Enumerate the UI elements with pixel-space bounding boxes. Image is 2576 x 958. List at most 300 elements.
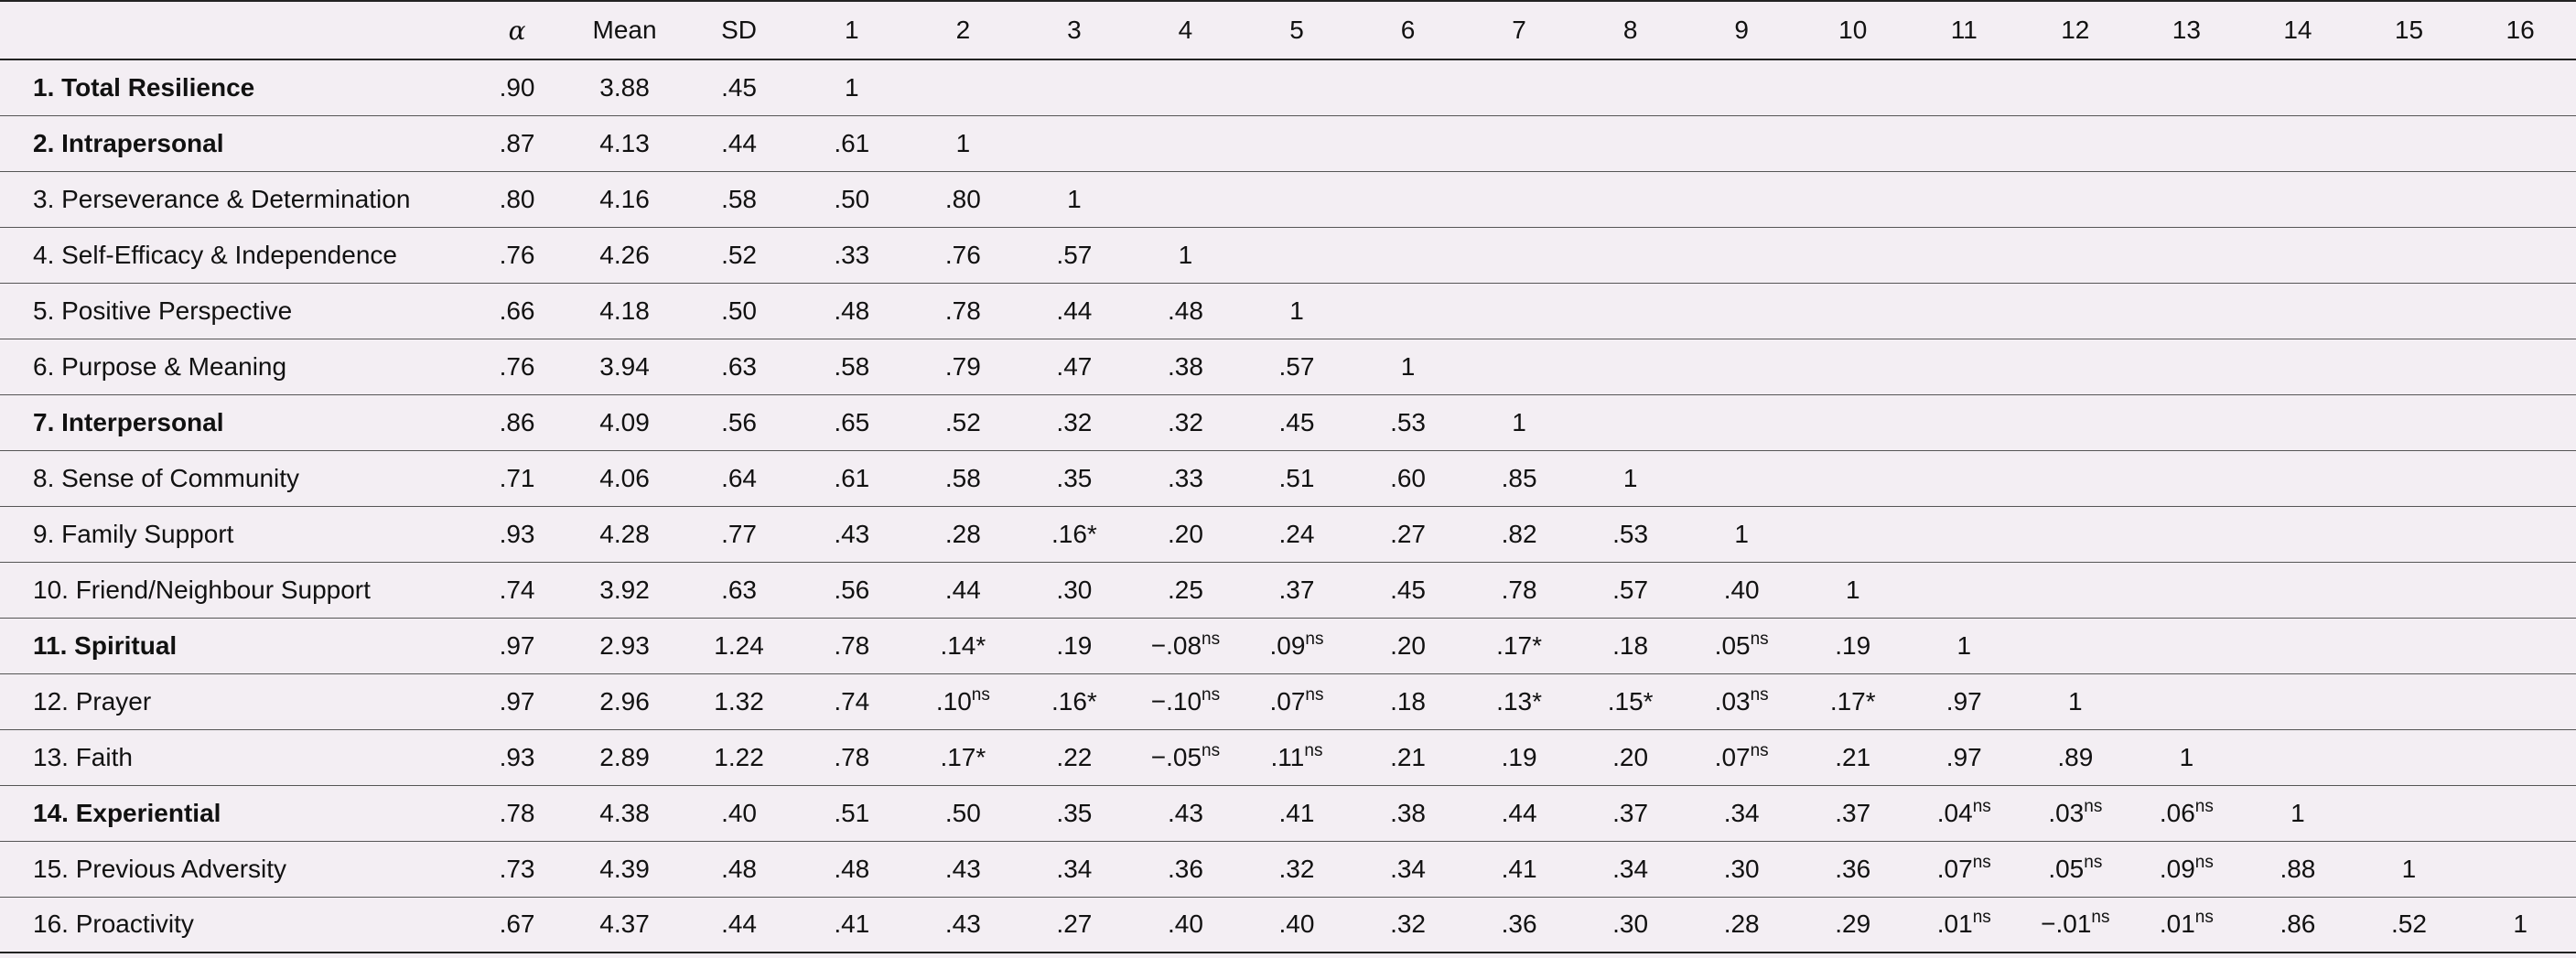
table-cell: $.01^{ns}$	[1909, 897, 2021, 953]
table-cell: .40	[1241, 897, 1353, 953]
significance-marker: ns	[1750, 740, 1769, 760]
table-cell: .32	[1241, 841, 1353, 897]
table-cell: .57	[1241, 339, 1353, 394]
table-cell: 1.22	[682, 729, 796, 785]
table-cell	[2464, 841, 2576, 897]
row-label: 2. Intrapersonal	[0, 115, 467, 171]
column-header-6: 3	[1019, 1, 1130, 59]
table-cell	[1909, 562, 2021, 618]
table-cell: .97	[1909, 729, 2021, 785]
table-cell: .22	[1019, 729, 1130, 785]
table-cell: .87	[467, 115, 567, 171]
table-cell	[2131, 562, 2243, 618]
table-cell: .48	[1130, 283, 1242, 339]
table-cell: .97	[467, 618, 567, 673]
table-cell	[1575, 59, 1687, 115]
table-cell: 1	[1686, 506, 1797, 562]
table-cell	[1797, 283, 1909, 339]
table-cell	[2464, 785, 2576, 841]
table-cell: .50	[908, 785, 1019, 841]
table-cell	[2020, 506, 2131, 562]
table-cell	[2020, 450, 2131, 506]
table-cell: .34	[1575, 841, 1687, 897]
table-cell: 4.37	[567, 897, 682, 953]
table-cell	[1909, 59, 2021, 115]
table-cell: .56	[796, 562, 908, 618]
table-cell	[1686, 59, 1797, 115]
table-cell: .74	[796, 673, 908, 729]
significance-marker: ns	[2091, 908, 2110, 928]
column-header-8: 5	[1241, 1, 1353, 59]
table-cell: .45	[1353, 562, 1464, 618]
table-cell: .77	[682, 506, 796, 562]
table-cell: .93	[467, 506, 567, 562]
table-cell: 1	[2020, 673, 2131, 729]
table-cell: $-.10^{ns}$	[1130, 673, 1242, 729]
table-cell	[2131, 506, 2243, 562]
column-header-0	[0, 1, 467, 59]
table-cell: .51	[1241, 450, 1353, 506]
table-cell: .97	[1909, 673, 2021, 729]
table-cell: .58	[682, 171, 796, 227]
significance-marker: ns	[1972, 796, 1991, 816]
significance-marker: ns	[1202, 684, 1221, 705]
table-row	[0, 618, 2576, 673]
row-label: 10. Friend/Neighbour Support	[0, 562, 467, 618]
table-cell: .41	[1241, 785, 1353, 841]
table-row	[0, 841, 2576, 897]
table-cell	[2242, 673, 2354, 729]
significance-marker: ns	[1972, 852, 1991, 872]
table-row	[0, 59, 2576, 115]
row-label: 13. Faith	[0, 729, 467, 785]
table-cell: .32	[1019, 394, 1130, 450]
row-label: 11. Spiritual	[0, 618, 467, 673]
table-cell: .43	[1130, 785, 1242, 841]
table-cell: 4.09	[567, 394, 682, 450]
table-row	[0, 562, 2576, 618]
table-cell: $.06^{ns}$	[2131, 785, 2243, 841]
table-cell: 1.24	[682, 618, 796, 673]
table-cell	[2354, 394, 2465, 450]
table-cell	[2354, 618, 2465, 673]
table-cell: .74	[467, 562, 567, 618]
column-header-4: 1	[796, 1, 908, 59]
table-cell: .32	[1353, 897, 1464, 953]
table-cell: .41	[1463, 841, 1575, 897]
table-cell: .18	[1353, 673, 1464, 729]
table-cell	[1353, 115, 1464, 171]
table-cell	[1241, 115, 1353, 171]
row-label: 12. Prayer	[0, 673, 467, 729]
table-cell	[1575, 394, 1687, 450]
table-cell	[1797, 394, 1909, 450]
table-row	[0, 506, 2576, 562]
table-cell: $.01^{ns}$	[2131, 897, 2243, 953]
table-cell	[2131, 394, 2243, 450]
table-cell: .93	[467, 729, 567, 785]
table-cell: 2.93	[567, 618, 682, 673]
table-cell	[1797, 115, 1909, 171]
table-row	[0, 339, 2576, 394]
table-cell: .20	[1575, 729, 1687, 785]
table-cell: .63	[682, 339, 796, 394]
table-cell	[1686, 339, 1797, 394]
column-header-19: 16	[2464, 1, 2576, 59]
table-cell: 1	[1130, 227, 1242, 283]
table-cell	[2020, 283, 2131, 339]
table-cell: .32	[1130, 394, 1242, 450]
table-cell	[2020, 227, 2131, 283]
table-cell: $.03^{ns}$	[2020, 785, 2131, 841]
table-cell: $.09^{ns}$	[1241, 618, 1353, 673]
table-cell	[2354, 506, 2465, 562]
table-cell	[2354, 283, 2465, 339]
table-cell	[2242, 59, 2354, 115]
table-cell: .45	[1241, 394, 1353, 450]
table-cell	[2354, 171, 2465, 227]
table-cell	[2242, 339, 2354, 394]
table-cell	[2464, 450, 2576, 506]
table-cell	[1686, 394, 1797, 450]
table-cell: .53	[1353, 394, 1464, 450]
table-cell	[2131, 339, 2243, 394]
table-cell: .61	[796, 115, 908, 171]
table-cell: .44	[1019, 283, 1130, 339]
table-cell: .88	[2242, 841, 2354, 897]
table-cell	[1686, 115, 1797, 171]
table-cell	[1575, 115, 1687, 171]
table-cell: .97	[467, 673, 567, 729]
table-cell: .34	[1353, 841, 1464, 897]
row-label: 15. Previous Adversity	[0, 841, 467, 897]
column-header-16: 13	[2131, 1, 2243, 59]
table-cell: .56	[682, 394, 796, 450]
table-cell	[1797, 59, 1909, 115]
table-cell: .38	[1130, 339, 1242, 394]
table-cell	[1686, 227, 1797, 283]
table-cell: .79	[908, 339, 1019, 394]
table-cell: .52	[682, 227, 796, 283]
table-cell: $-.05^{ns}$	[1130, 729, 1242, 785]
table-cell	[2464, 59, 2576, 115]
table-row	[0, 115, 2576, 171]
table-row	[0, 729, 2576, 785]
table-cell: .58	[908, 450, 1019, 506]
significance-marker: ns	[2194, 796, 2214, 816]
table-cell: 2.96	[567, 673, 682, 729]
table-row	[0, 897, 2576, 953]
table-cell: 1	[1463, 394, 1575, 450]
table-cell	[2354, 785, 2465, 841]
table-cell: .17*	[1463, 618, 1575, 673]
table-cell	[2464, 227, 2576, 283]
table-cell: .28	[1686, 897, 1797, 953]
table-cell: .63	[682, 562, 796, 618]
table-cell	[2354, 115, 2465, 171]
row-label: 3. Perseverance & Determination	[0, 171, 467, 227]
table-cell	[1686, 283, 1797, 339]
table-cell: .16*	[1019, 673, 1130, 729]
table-cell: .25	[1130, 562, 1242, 618]
table-cell: .37	[1797, 785, 1909, 841]
table-cell: .78	[467, 785, 567, 841]
column-header-5: 2	[908, 1, 1019, 59]
table-cell	[1909, 339, 2021, 394]
table-cell	[2464, 339, 2576, 394]
significance-marker: ns	[971, 684, 990, 705]
table-cell	[1909, 450, 2021, 506]
table-cell: .67	[467, 897, 567, 953]
table-cell: .27	[1019, 897, 1130, 953]
table-cell: .51	[796, 785, 908, 841]
table-row	[0, 227, 2576, 283]
table-cell: $.05^{ns}$	[2020, 841, 2131, 897]
table-cell	[1353, 283, 1464, 339]
table-cell	[1353, 227, 1464, 283]
table-cell	[1909, 394, 2021, 450]
table-cell: 1	[2131, 729, 2243, 785]
table-cell: $-.08^{ns}$	[1130, 618, 1242, 673]
row-label: 1. Total Resilience	[0, 59, 467, 115]
table-cell: .40	[682, 785, 796, 841]
table-cell	[1241, 227, 1353, 283]
table-cell	[2354, 562, 2465, 618]
table-cell: $-.01^{ns}$	[2020, 897, 2131, 953]
table-cell: 4.28	[567, 506, 682, 562]
row-label: 8. Sense of Community	[0, 450, 467, 506]
table-cell: 1	[2464, 897, 2576, 953]
table-cell	[1019, 115, 1130, 171]
table-cell: .50	[796, 171, 908, 227]
table-cell	[2354, 450, 2465, 506]
table-row	[0, 394, 2576, 450]
table-cell: .43	[908, 897, 1019, 953]
table-cell	[2464, 729, 2576, 785]
significance-marker: ns	[1750, 684, 1769, 705]
table-cell: .57	[1019, 227, 1130, 283]
significance-marker: ns	[1305, 629, 1324, 649]
table-cell: 1.32	[682, 673, 796, 729]
table-cell	[1575, 339, 1687, 394]
table-body	[0, 59, 2576, 953]
row-label: 5. Positive Perspective	[0, 283, 467, 339]
table-cell	[1909, 506, 2021, 562]
column-header-9: 6	[1353, 1, 1464, 59]
table-cell	[2242, 283, 2354, 339]
table-cell: 1	[1241, 283, 1353, 339]
table-cell	[1241, 59, 1353, 115]
table-cell	[2242, 171, 2354, 227]
table-cell	[2464, 394, 2576, 450]
significance-marker: ns	[1202, 629, 1221, 649]
row-label: 7. Interpersonal	[0, 394, 467, 450]
table-cell	[2354, 227, 2465, 283]
significance-marker: ns	[1202, 740, 1221, 760]
table-cell	[2020, 618, 2131, 673]
table-cell: .29	[1797, 897, 1909, 953]
column-header-10: 7	[1463, 1, 1575, 59]
table-cell: .82	[1463, 506, 1575, 562]
table-cell	[2020, 562, 2131, 618]
table-cell	[2464, 618, 2576, 673]
table-cell: .18	[1575, 618, 1687, 673]
table-cell	[2464, 506, 2576, 562]
table-cell: .45	[682, 59, 796, 115]
table-cell	[1909, 115, 2021, 171]
table-cell	[2242, 394, 2354, 450]
table-cell: .27	[1353, 506, 1464, 562]
table-cell: 4.26	[567, 227, 682, 283]
table-cell: .47	[1019, 339, 1130, 394]
table-cell: .58	[796, 339, 908, 394]
column-header-14: 11	[1909, 1, 2021, 59]
table-cell: .38	[1353, 785, 1464, 841]
table-cell	[1463, 339, 1575, 394]
significance-marker: ns	[1750, 629, 1769, 649]
table-cell	[1909, 283, 2021, 339]
table-cell: .76	[908, 227, 1019, 283]
table-cell: .30	[1019, 562, 1130, 618]
table-cell	[2242, 450, 2354, 506]
table-cell: .33	[796, 227, 908, 283]
table-cell: 4.39	[567, 841, 682, 897]
table-cell: .35	[1019, 450, 1130, 506]
table-cell: .76	[467, 339, 567, 394]
table-cell	[908, 59, 1019, 115]
table-cell: $.09^{ns}$	[2131, 841, 2243, 897]
table-cell: $.05^{ns}$	[1686, 618, 1797, 673]
table-cell: .36	[1797, 841, 1909, 897]
column-header-17: 14	[2242, 1, 2354, 59]
table-row	[0, 673, 2576, 729]
table-cell: 4.18	[567, 283, 682, 339]
table-cell: 1	[1019, 171, 1130, 227]
column-header-12: 9	[1686, 1, 1797, 59]
table-cell: $.03^{ns}$	[1686, 673, 1797, 729]
table-row	[0, 450, 2576, 506]
table-cell: .13*	[1463, 673, 1575, 729]
table-cell: .78	[796, 729, 908, 785]
table-cell: .71	[467, 450, 567, 506]
table-cell	[2242, 562, 2354, 618]
significance-marker: ns	[2194, 852, 2214, 872]
table-cell: .73	[467, 841, 567, 897]
table-cell: .89	[2020, 729, 2131, 785]
column-header-18: 15	[2354, 1, 2465, 59]
table-cell	[2354, 729, 2465, 785]
table-cell: .53	[1575, 506, 1687, 562]
table-cell	[2131, 115, 2243, 171]
table-cell: .30	[1575, 897, 1687, 953]
column-header-7: 4	[1130, 1, 1242, 59]
table-cell: 1	[796, 59, 908, 115]
row-label: 14. Experiential	[0, 785, 467, 841]
table-cell	[2131, 227, 2243, 283]
table-cell: 4.38	[567, 785, 682, 841]
table-cell: .28	[908, 506, 1019, 562]
table-cell: .44	[1463, 785, 1575, 841]
table-cell: .41	[796, 897, 908, 953]
table-cell: 1	[908, 115, 1019, 171]
table-cell	[2242, 729, 2354, 785]
table-cell	[2242, 618, 2354, 673]
table-cell: .21	[1353, 729, 1464, 785]
table-cell	[1797, 506, 1909, 562]
column-header-11: 8	[1575, 1, 1687, 59]
table-cell: .85	[1463, 450, 1575, 506]
table-cell: .61	[796, 450, 908, 506]
table-cell	[2464, 673, 2576, 729]
table-cell: .43	[796, 506, 908, 562]
table-cell	[2242, 506, 2354, 562]
column-header-13: 10	[1797, 1, 1909, 59]
table-cell	[2354, 673, 2465, 729]
table-cell	[1353, 171, 1464, 227]
table-cell: $.10^{ns}$	[908, 673, 1019, 729]
table-cell: .78	[1463, 562, 1575, 618]
table-cell: 4.06	[567, 450, 682, 506]
table-cell: .19	[1797, 618, 1909, 673]
table-cell: .33	[1130, 450, 1242, 506]
table-cell: .21	[1797, 729, 1909, 785]
table-cell	[1575, 171, 1687, 227]
significance-marker: ns	[2084, 796, 2103, 816]
table-cell	[1575, 283, 1687, 339]
table-cell	[1797, 171, 1909, 227]
row-label: 16. Proactivity	[0, 897, 467, 953]
table-cell	[2131, 673, 2243, 729]
table-cell	[1130, 59, 1242, 115]
table-cell: 1	[1909, 618, 2021, 673]
table-cell: .48	[796, 283, 908, 339]
table-cell: 2.89	[567, 729, 682, 785]
table-cell: .20	[1353, 618, 1464, 673]
table-cell	[2242, 115, 2354, 171]
table-cell: $.07^{ns}$	[1909, 841, 2021, 897]
table-cell	[1686, 450, 1797, 506]
table-cell: .60	[1353, 450, 1464, 506]
table-row	[0, 785, 2576, 841]
table-cell	[2464, 115, 2576, 171]
table-cell: .16*	[1019, 506, 1130, 562]
table-cell: 4.16	[567, 171, 682, 227]
table-cell: 1	[2242, 785, 2354, 841]
table-cell	[1797, 227, 1909, 283]
table-cell	[2131, 59, 2243, 115]
table-cell	[1463, 227, 1575, 283]
table-cell	[1019, 59, 1130, 115]
table-cell	[2020, 59, 2131, 115]
table-cell: 1	[1353, 339, 1464, 394]
table-cell	[2464, 171, 2576, 227]
table-cell: .86	[2242, 897, 2354, 953]
table-cell: 4.13	[567, 115, 682, 171]
table-cell	[1909, 227, 2021, 283]
column-header-15: 12	[2020, 1, 2131, 59]
table-cell: .48	[796, 841, 908, 897]
table-cell	[2020, 171, 2131, 227]
column-header-2: Mean	[567, 1, 682, 59]
table-row	[0, 171, 2576, 227]
table-cell: .48	[682, 841, 796, 897]
table-cell: .80	[467, 171, 567, 227]
table-cell	[1241, 171, 1353, 227]
table-cell: $.11^{ns}$	[1241, 729, 1353, 785]
table-cell	[2020, 115, 2131, 171]
table-cell: .35	[1019, 785, 1130, 841]
column-header-3: SD	[682, 1, 796, 59]
